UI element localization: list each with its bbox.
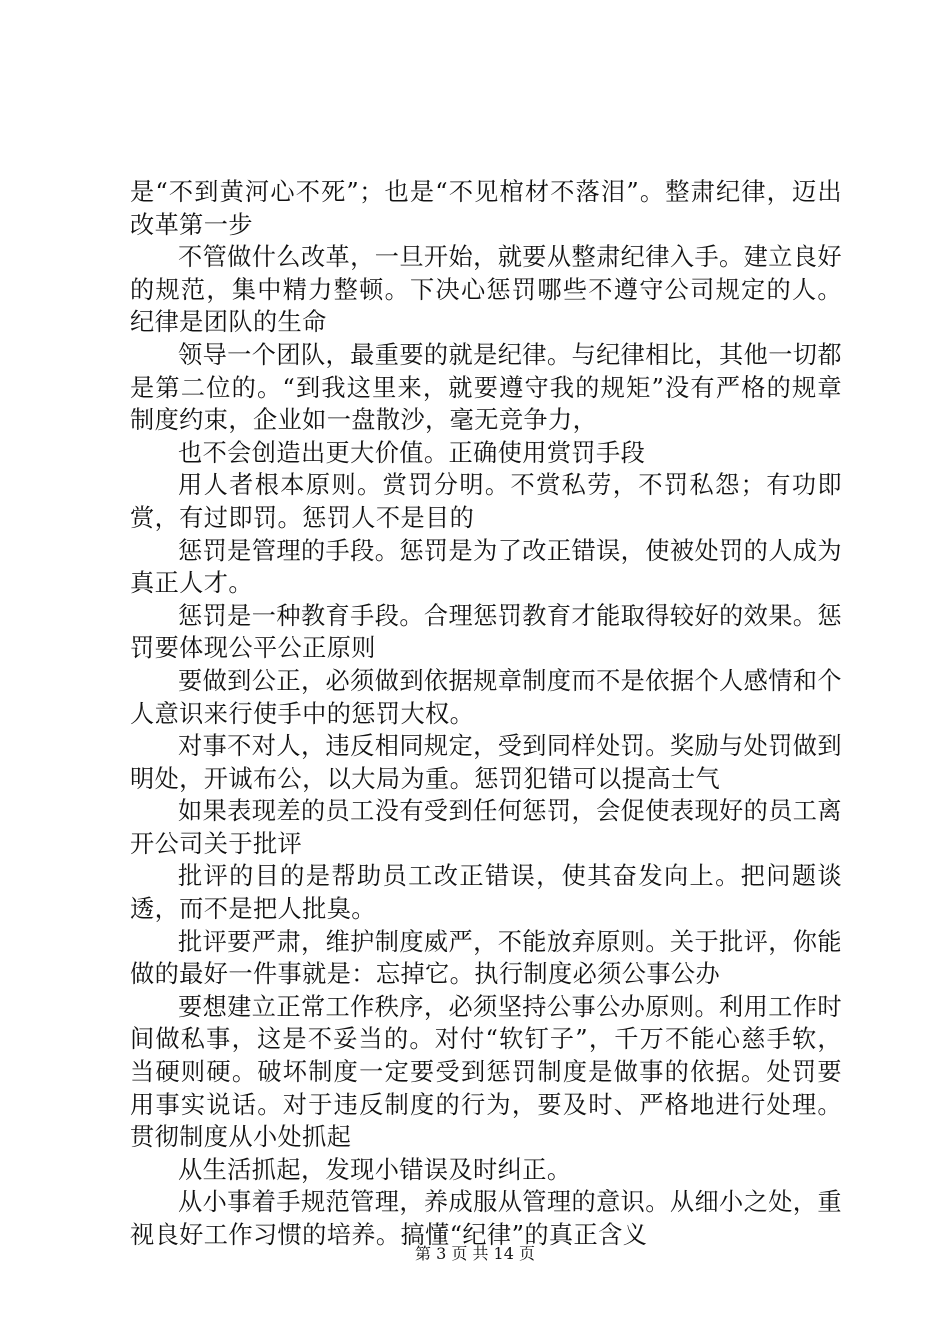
- paragraph: 不管做什么改革，一旦开始，就要从整肃纪律入手。建立良好的规范，集中精力整顿。下决心惩罚哪些不遵守公司规定的人。纪律是团队的生命: [130, 243, 842, 337]
- paragraph: 要做到公正，必须做到依据规章制度而不是依据个人感情和个人意识来行使手中的惩罚大权。: [130, 666, 842, 728]
- paragraph: 从小事着手规范管理，养成服从管理的意识。从细小之处，重视良好工作习惯的培养。搞懂“纪律”的真正含义: [130, 1188, 842, 1249]
- paragraph: 领导一个团队，最重要的就是纪律。与纪律相比，其他一切都是第二位的。“到我这里来，就要遵守我的规矩”没有严格的规章制度约束，企业如一盘散沙，毫无竞争力，: [130, 340, 842, 435]
- paragraph: 用人者根本原则。赏罚分明。不赏私劳，不罚私怨；有功即赏，有过即罚。惩罚人不是目的: [130, 471, 842, 532]
- paragraph: 是“不到黄河心不死”；也是“不见棺材不落泪”。整肃纪律，迈出改革第一步: [130, 178, 842, 239]
- paragraph: 批评要严肃，维护制度威严，不能放弃原则。关于批评，你能做的最好一件事就是：忘掉它。执行制度必须公事公办: [130, 927, 842, 989]
- paragraph: 惩罚是一种教育手段。合理惩罚教育才能取得较好的效果。惩罚要体现公平公正原则: [130, 601, 842, 663]
- paragraph: 要想建立正常工作秩序，必须坚持公事公办原则。利用工作时间做私事，这是不妥当的。对付“软钉子”，千万不能心慈手软，当硬则硬。破坏制度一定要受到惩罚制度是做事的依据。处罚要用事实说话。对于违反制度的行为，要及时、严格地进行处理。贯彻制度从小处抓起: [130, 992, 842, 1152]
- paragraph: 批评的目的是帮助员工改正错误，使其奋发向上。把问题谈透，而不是把人批臭。: [130, 862, 842, 924]
- paragraph: 对事不对人，违反相同规定，受到同样处罚。奖励与处罚做到明处，开诚布公，以大局为重。惩罚犯错可以提高士气: [130, 732, 842, 793]
- document-body: [130, 176, 842, 1252]
- paragraph: 从生活抓起，发现小错误及时纠正。: [178, 1155, 572, 1184]
- page-number-footer: 第 3 页 共 14 页: [415, 1244, 535, 1263]
- paragraph: 惩罚是管理的手段。惩罚是为了改正错误，使被处罚的人成为真正人才。: [130, 536, 842, 598]
- paragraph: 如果表现差的员工没有受到任何惩罚，会促使表现好的员工离开公司关于批评: [130, 797, 842, 858]
- paragraph: 也不会创造出更大价值。正确使用赏罚手段: [178, 438, 646, 467]
